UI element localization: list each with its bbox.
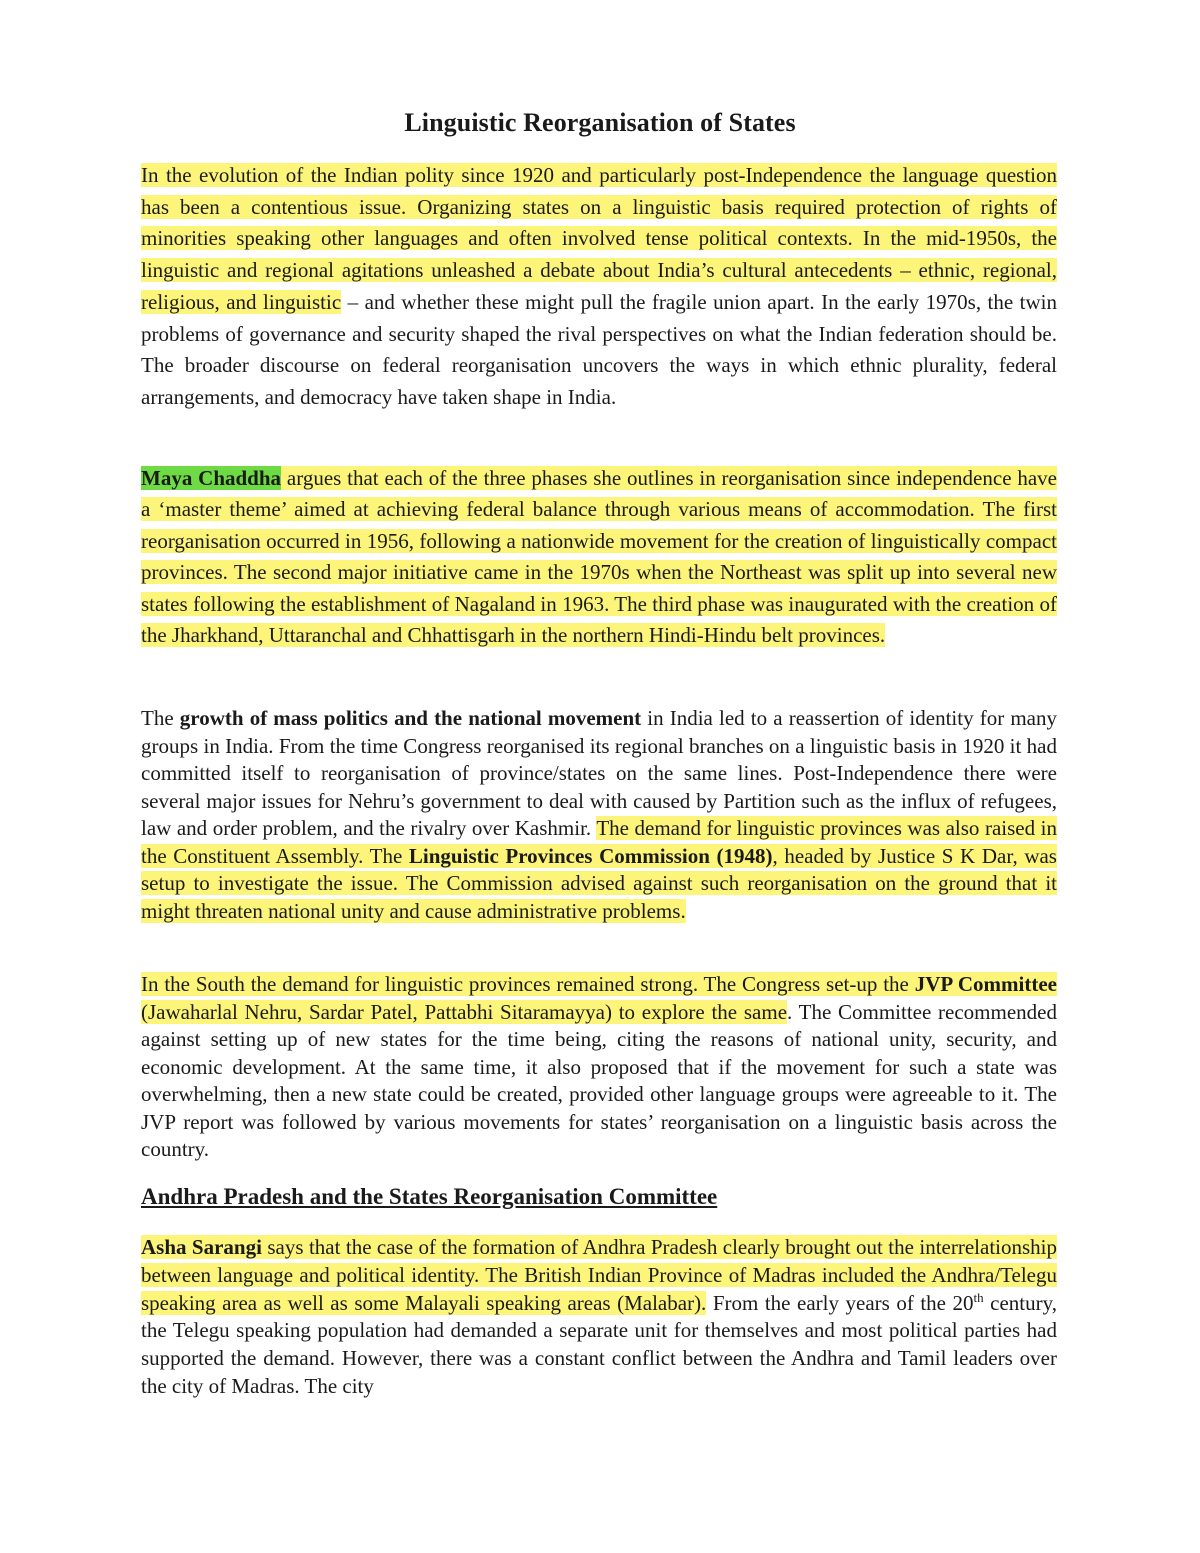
paragraph-intro <box>141 160 1057 414</box>
plain-text: From the early years of the 20 <box>706 1290 974 1315</box>
highlighted-text: (Jawaharlal Nehru, Sardar Patel, Pattabhi Sitaramayya) to explore the same <box>141 999 788 1024</box>
paragraph-jvp <box>141 971 1057 1164</box>
author-name-highlight: Asha Sarangi <box>141 1235 262 1259</box>
highlighted-text: argues that each of the three phases she outlines in reorganisation since independence have a ‘master theme’ aimed at achieving federal balance through various means of accommodation. The first reorganisation occurred in 1956, following a nationwide movement for the creation of linguistically compact provinces. The second major initiative came in the 1970s when the Northeast was split up into several new states following the establishment of Nagaland in 1963. The third phase was inaugurated with the creation of the Jharkhand, Uttaranchal and Chhattisgarh in the northern Hindi-Hindu belt provinces. <box>141 466 1057 648</box>
paragraph-sarangi <box>141 1234 1057 1401</box>
author-name-highlight: Maya Chaddha <box>141 466 282 490</box>
plain-text: century, the Telegu speaking population had demanded a separate unit for themselves and most political parties had supported the demand. However, there was a constant conflict between the Andhra and Tamil leaders over the city of Madras. The city <box>141 1290 1057 1398</box>
highlighted-text: In the South the demand for linguistic provinces remained strong. The Congress set-up the <box>141 972 915 996</box>
highlighted-bold-text: Linguistic Provinces Commission (1948) <box>408 843 773 868</box>
paragraph-mass-politics <box>141 705 1057 925</box>
paragraph-chaddha <box>141 463 1057 651</box>
superscript: th <box>973 1289 984 1305</box>
plain-text: in India led to a reassertion of identity for many groups in India. From the time Congress reorganised its regional branches on a linguistic basis in 1920 it had committed itself to reorganisation of province/states on the same lines. Post-Independence there were several major issues for Nehru’s government to deal with caused by Partition such as the influx of refugees, law and order problem, and the rivalry over Kashmir. <box>141 706 1057 840</box>
highlighted-text: says that the case of the formation of Andhra Pradesh clearly brought out the interrelationship between language and political identity. The British Indian Province of Madras included the Andhra/Telegu speaking area as well as some Malayali speaking areas (Malabar). <box>141 1235 1057 1315</box>
section-heading: Andhra Pradesh and the States Reorganisation Committee <box>141 1184 718 1209</box>
bold-text: growth of mass politics and the national movement <box>179 706 642 730</box>
highlighted-bold-text: JVP Committee <box>914 972 1057 996</box>
plain-text: The <box>141 706 180 730</box>
highlighted-text: The demand for linguistic provinces was also raised in the Constituent Assembly. The <box>141 816 1057 868</box>
highlighted-text: In the evolution of the Indian polity since 1920 and particularly post-Independence the language question has been a contentious issue. Organizing states on a linguistic basis required protection of rights of minorities speaking other languages and often involved tense political contexts. In the mid-1950s, the linguistic and regional agitations unleashed a debate about India’s cultural antecedents – ethnic, regional, religious, and linguistic <box>141 163 1057 314</box>
plain-text: . The Committee recommended against setting up of new states for the time being, citing the reasons of national unity, security, and economic development. At the same time, it also proposed that if the movement for such a state was overwhelming, then a new state could be created, provided other language groups were agreeable to it. The JVP report was followed by various movements for states’ reorganisation on a linguistic basis across the country. <box>141 999 1057 1161</box>
page-title: Linguistic Reorganisation of States <box>404 108 796 137</box>
highlighted-text: , headed by Justice S K Dar, was setup to investigate the issue. The Commission advised against such reorganisation on the ground that it might threaten national unity and cause administrative problems. <box>141 843 1057 923</box>
plain-text: – and whether these might pull the fragile union apart. In the early 1970s, the twin problems of governance and security shaped the rival perspectives on what the Indian federation should be. The broader discourse on federal reorganisation uncovers the ways in which ethnic plurality, federal arrangements, and democracy have taken shape in India. <box>141 289 1057 409</box>
